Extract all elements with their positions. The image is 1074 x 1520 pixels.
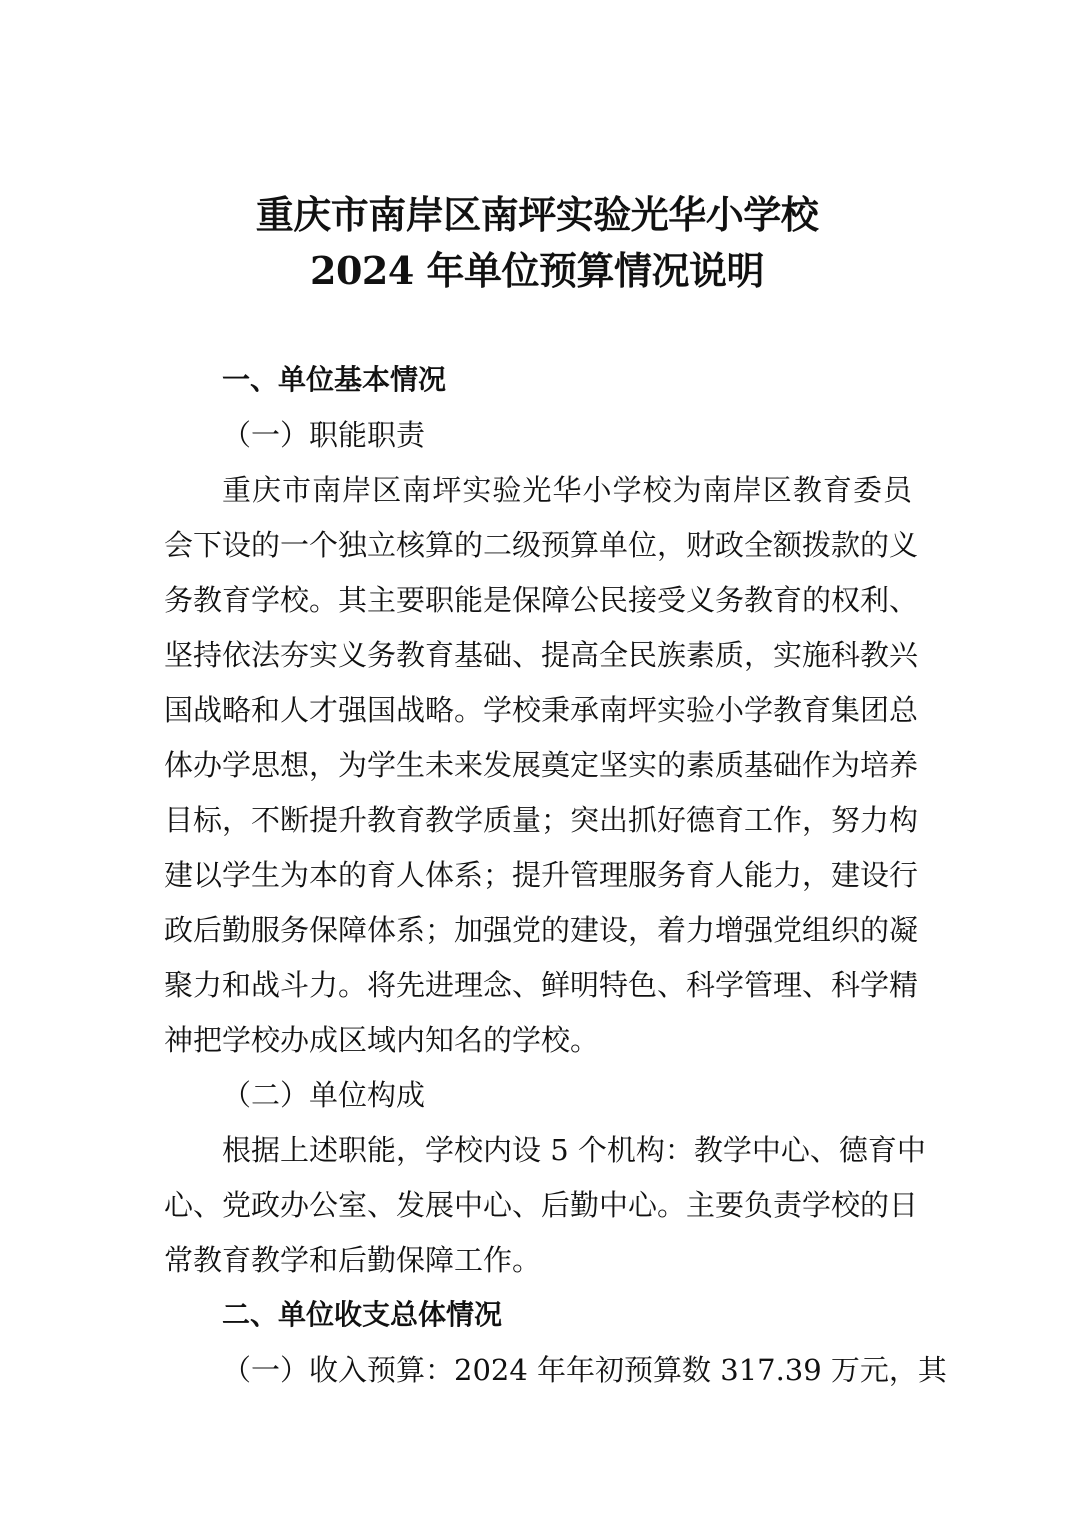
paragraph-line: 重庆市南岸区南坪实验光华小学校为南岸区教育委员	[222, 473, 912, 507]
paragraph-line: 务教育学校。其主要职能是保障公民接受义务教育的权利、	[164, 583, 919, 617]
paragraph-line: （一）收入预算：2024 年年初预算数 317.39 万元，其	[222, 1353, 947, 1387]
paragraph-line: 政后勤服务保障体系；加强党的建设，着力增强党组织的凝	[164, 913, 919, 947]
document-title-line-1: 重庆市南岸区南坪实验光华小学校	[255, 192, 819, 237]
paragraph-line: 常教育教学和后勤保障工作。	[164, 1243, 542, 1277]
paragraph-line: 会下设的一个独立核算的二级预算单位，财政全额拨款的义	[164, 528, 919, 562]
paragraph-line: 体办学思想，为学生未来发展奠定坚实的素质基础作为培养	[164, 748, 919, 782]
paragraph-line: 神把学校办成区域内知名的学校。	[164, 1023, 600, 1057]
paragraph-line: 聚力和战斗力。将先进理念、鲜明特色、科学管理、科学精	[164, 968, 919, 1002]
section-heading: 一、单位基本情况	[222, 363, 447, 396]
paragraph-line: 目标，不断提升教育教学质量；突出抓好德育工作，努力构	[164, 803, 919, 837]
paragraph-line: 坚持依法夯实义务教育基础、提高全民族素质，实施科教兴	[164, 638, 919, 672]
paragraph-line: 根据上述职能，学校内设 5 个机构：教学中心、德育中	[222, 1133, 926, 1167]
subsection-heading: （一）职能职责	[222, 418, 426, 452]
section-heading: 二、单位收支总体情况	[222, 1298, 503, 1331]
paragraph-line: 国战略和人才强国战略。学校秉承南坪实验小学教育集团总	[164, 693, 919, 727]
paragraph-line: 建以学生为本的育人体系；提升管理服务育人能力，建设行	[164, 858, 919, 892]
subsection-heading: （二）单位构成	[222, 1078, 426, 1112]
paragraph-line: 心、党政办公室、发展中心、后勤中心。主要负责学校的日	[164, 1188, 919, 1222]
document-title-line-2: 2024 年单位预算情况说明	[310, 248, 764, 293]
